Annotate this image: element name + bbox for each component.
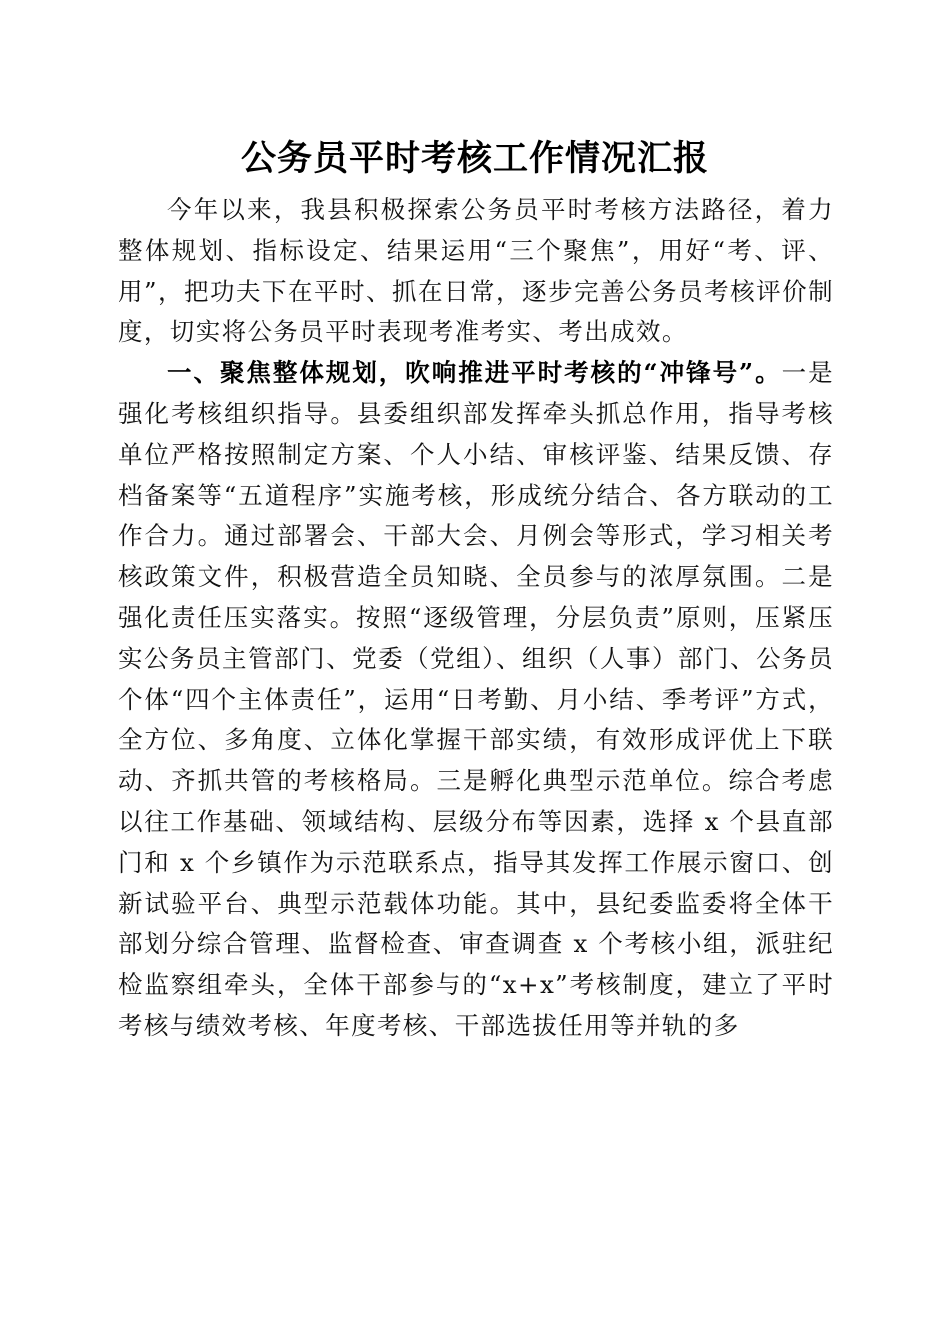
document-body [118, 190, 834, 1047]
section-1-heading: 一、聚焦整体规划，吹响推进平时考核的“冲锋号”。 [167, 358, 782, 388]
document-title: 公务员平时考核工作情况汇报 [240, 138, 709, 179]
section-1-body: 一是强化考核组织指导。县委组织部发挥牵头抓总作用，指导考核单位严格按照制定方案、个人小结、审核评鉴、结果反馈、存档备案等“五道程序”实施考核，形成统分结合、各方联动的工作合力。通过部署会、干部大会、月例会等形式，学习相关考核政策文件，积极营造全员知晓、全员参与的浓厚氛围。二是强化责任压实落实。按照“逐级管理，分层负责”原则，压紧压实公务员主管部门、党委（党组）、组织（人事）部门、公务员个体“四个主体责任”，运用“日考勤、月小结、季考评”方式，全方位、多角度、立体化掌握干部实绩，有效形成评优上下联动、齐抓共管的考核格局。三是孵化典型示范单位。综合考虑以往工作基础、领域结构、层级分布等因素，选择 x 个县直部门和 x 个乡镇作为示范联系点，指导其发挥工作展示窗口、创新试验平台、典型示范载体功能。其中，县纪委监委将全体干部划分综合管理、监督检查、审查调查 x 个考核小组，派驻纪检监察组牵头，全体干部参与的“x+x”考核制度，建立了平时考核与绩效考核、年度考核、干部选拔任用等并轨的多 [118, 358, 834, 1040]
section-1-paragraph [118, 353, 834, 1047]
intro-paragraph: 今年以来，我县积极探索公务员平时考核方法路径，着力整体规划、指标设定、结果运用“三个聚焦”，用好“考、评、用”，把功夫下在平时、抓在日常，逐步完善公务员考核评价制度，切实将公务员平时表现考准考实、考出成效。 [118, 195, 834, 347]
